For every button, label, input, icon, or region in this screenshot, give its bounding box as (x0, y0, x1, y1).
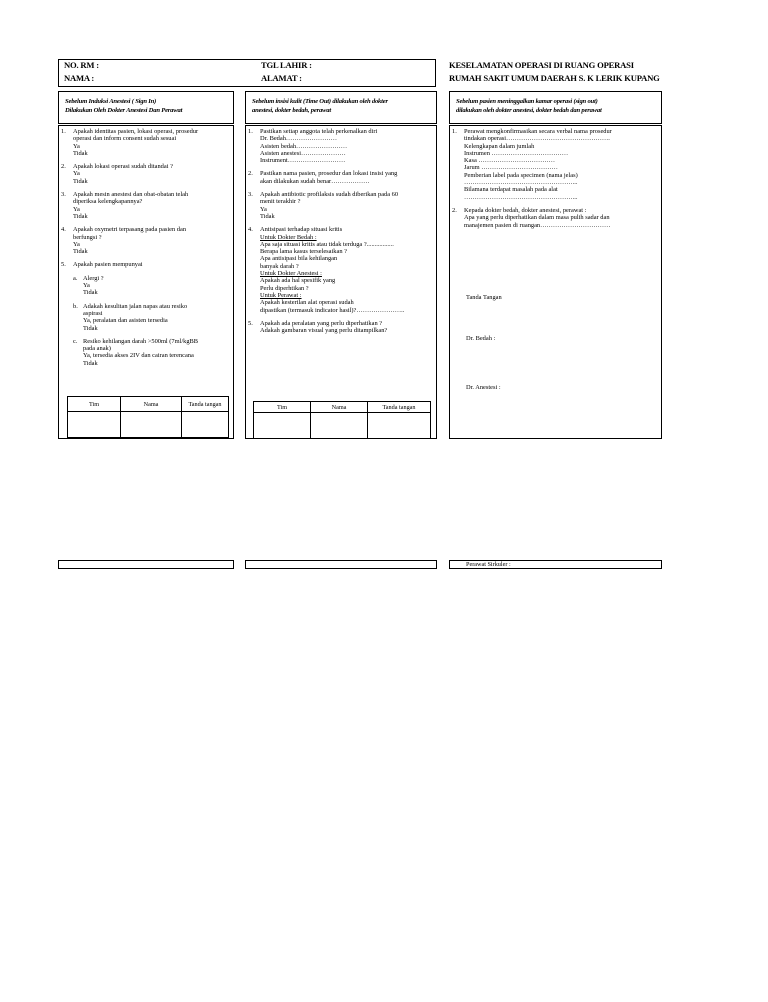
sig-tim-header: Tim (254, 402, 311, 413)
checklist-item: 1. Perawat mengkonfirmasikan secara verbal nama prosedur tindakan operasi…………………………………………. Kelengkapan dalam jumlah Instrumen ……………………………… Kasa ……………………………… Jarum ……………………………… Pemberian label pada specimen (nama jelas) ……………………………………………... Bilamana terdapat masalah pada alat ……………………………………………... (450, 128, 661, 201)
checklist-item: 3. Apakah antibiotic profilaksis sudah diberikan pada 60 menit terakhir ? Ya Tidak (246, 191, 436, 220)
checklist-line: berfungsi ? (73, 233, 102, 241)
checklist-line: Tidak (73, 177, 88, 185)
checklist-line: Apakah lokasi operasi sudah ditandai ? (73, 163, 173, 171)
checklist-item: b. Adakah kesulitan jalan napas atau resiko aspirasi Ya, peralatan dan asisten tersedia Tidak (59, 303, 233, 332)
sign-out-heading-box (449, 91, 662, 124)
checklist-line: Perlu diperhtikan ? (260, 284, 309, 292)
form-title-1: KESELAMATAN OPERASI DI RUANG OPERASI (449, 60, 634, 70)
sign-in-heading-box (58, 91, 234, 124)
checklist-line: operasi dan inform consent sudah sesuai (73, 135, 177, 143)
checklist-item: 4. Apakah oxymetri terpasang pada pasien dan berfungsi ? Ya Tidak (59, 226, 233, 255)
tgl-lahir-label: TGL LAHIR : (261, 60, 312, 70)
checklist-line: Tidak (73, 149, 88, 157)
checklist-line: Ya (73, 205, 80, 213)
tanda-tangan-label: Tanda Tangan (466, 294, 502, 301)
checklist-line: Apa yang perlu diperhatikan dalam masa pulih sadar dan (464, 214, 610, 222)
checklist-line: Tidak (73, 212, 88, 220)
checklist-line: dipastikan (termasuk indicator hasil)?………………….. (260, 306, 405, 314)
checklist-item: 3. Apakah mesin anestesi dan obat-obatan telah diperiksa kelengkapannya? Ya Tidak (59, 191, 233, 220)
checklist-line: Tidak (260, 212, 275, 220)
checklist-line: Resiko kehilangan darah >500ml (7ml/kgBB (83, 337, 199, 345)
checklist-line: Apakah kesterilan alat operasi sudah (260, 299, 354, 307)
checklist-line: Apakah mesin anestesi dan obat-obatan telah (73, 191, 189, 199)
checklist-line: Apakah ada peralatan yang perlu diperhatikan ? (260, 319, 383, 327)
checklist-line: Tidak (83, 289, 98, 297)
nama-label: NAMA : (64, 73, 95, 83)
perawat-sirkuler-box (449, 560, 662, 569)
checklist-line: Ya (73, 142, 80, 150)
sign-out-heading-2: dilakukan oleh dokter anestesi, dokter bedah dan perawat (456, 107, 602, 114)
time-out-checklist: 1. Pastikan setiap anggota telah perkenalkan diri Dr. Bedah…………………… Asisten bedah…………………… Asisten anestesi………………… Instrument……………………… 2. Pastikan nama pasien, prosedur dan lokasi insisi yang akan dilakukan sudah benar……………… 3. Apakah antibiotic profilaksis sudah diberikan pada 60 menit terakhir ? Ya Tidak 4. Antisipasi terhadap situasi kritis Untuk Dokter Bedah : Apa saja situasi kritis atau tidak terduga ?................. Berapa lama kasus terselesaikan ? Apa antisipasi bila kehilangan banyak darah ? Untuk Dokter Anestesi : Apakah ada hal spesifik yang Perlu diperhtikan ? Untuk Perawat : Apakah kesterilan alat operasi sudah dipastikan (termasuk indicator hasil)?………………….. 5. Apakah ada peralatan yang perlu diperhatikan ? Adakah gambaran visual yang perlu ditampilkan? (246, 126, 436, 334)
checklist-line: Alergi ? (83, 274, 104, 282)
sign-in-box (58, 125, 234, 439)
dr-bedah-signature[interactable]: Dr. Bedah : (466, 335, 496, 342)
checklist-line: Kepada dokter bedah, dokter anestesi, perawat : (464, 206, 587, 214)
perawat-sirkuler-signature[interactable]: Perawat Sirkuler : (466, 561, 511, 568)
patient-info-box (58, 59, 436, 87)
sign-out-checklist (450, 126, 661, 229)
sign-in-footer-box (58, 560, 234, 569)
sig-tim-header: Tim (68, 397, 121, 412)
checklist-line: akan dilakukan sudah benar……………… (260, 177, 370, 185)
checklist-line: Pastikan setiap anggota telah perkenalkan diri (260, 128, 378, 135)
checklist-line: banyak darah ? (260, 262, 299, 270)
sig-nama-cell[interactable] (121, 412, 182, 438)
checklist-line: Apa saja situasi kritis atau tidak terduga ?................. (260, 240, 394, 248)
checklist-item: 1. Pastikan setiap anggota telah perkenalkan diri Dr. Bedah…………………… Asisten bedah…………………… Asisten anestesi………………… Instrument……………………… (246, 128, 436, 164)
time-out-footer-box (245, 560, 437, 569)
checklist-line: Apa antisipasi bila kehilangan (260, 255, 338, 263)
item4-dr-anestesi: Untuk Dokter Anestesi : (260, 270, 322, 278)
checklist-line: Perawat mengkonfirmasikan secara verbal nama prosedur (464, 128, 612, 135)
sign-out-heading-1: Sebelum pasien meninggalkan kamar operasi (sign out) (456, 98, 598, 105)
time-out-heading-1: Sebelum insisi kulit (Time Out) dilakukan oleh dokter (252, 98, 388, 105)
checklist-item: 5. Apakah pasien mempunyai (59, 261, 233, 268)
checklist-item: 2. Pastikan nama pasien, prosedur dan lokasi insisi yang akan dilakukan sudah benar……………… (246, 170, 436, 185)
checklist-line: Dr. Bedah…………………… (260, 135, 338, 143)
checklist-item: 5. Apakah ada peralatan yang perlu diperhatikan ? Adakah gambaran visual yang perlu ditampilkan? (246, 320, 436, 335)
sig-tanda-header: Tanda tangan (182, 397, 229, 412)
checklist-line: Jarum ……………………………… (464, 164, 558, 172)
checklist-line: Ya (260, 205, 267, 213)
checklist-line: menit terakhir ? (260, 198, 301, 206)
checklist-line: Ya (83, 282, 90, 290)
sign-in-heading-1: Sebelum Induksi Anestesi ( Sign In) (65, 98, 157, 105)
checklist-line: Adakah gambaran visual yang perlu ditampilkan? (260, 327, 388, 335)
checklist-line: Instrument……………………… (260, 157, 346, 165)
checklist-line: tindakan operasi…………………………………………. (464, 135, 610, 143)
checklist-line: Adakah kesulitan jalan napas atau resiko (83, 302, 188, 310)
checklist-line: Apakah ada hal spesifik yang (260, 277, 336, 285)
sig-tanda-cell[interactable] (368, 413, 431, 439)
checklist-line: Ya (73, 170, 80, 178)
checklist-line: Asisten anestesi………………… (260, 149, 346, 157)
time-out-box (245, 125, 437, 439)
checklist-line: Apakah antibiotic profilaksis sudah diberikan pada 60 (260, 191, 399, 199)
item4-perawat: Untuk Perawat : (260, 291, 302, 299)
time-out-heading-box (245, 91, 437, 124)
alamat-label: ALAMAT : (261, 73, 302, 83)
sig-tanda-cell[interactable] (182, 412, 229, 438)
sign-in-checklist (59, 126, 233, 367)
checklist-line: Pemberian label pada specimen (nama jelas) (464, 171, 578, 179)
checklist-line: Asisten bedah…………………… (260, 142, 348, 150)
item4-title: Antisipasi terhadap situasi kritis (260, 226, 343, 234)
checklist-item: a. Alergi ? Ya Tidak (59, 275, 233, 297)
dr-anestesi-signature[interactable]: Dr. Anestesi : (466, 384, 501, 391)
checklist-line: diperiksa kelengkapannya? (73, 198, 143, 206)
sign-out-box (449, 125, 662, 439)
checklist-line: Instrumen ……………………………… (464, 149, 569, 157)
checklist-line: Apakah identitas pasien, lokasi operasi, prosedur (73, 128, 199, 135)
sig-nama-header: Nama (311, 402, 368, 413)
item4-dr-bedah: Untuk Dokter Bedah : (260, 233, 317, 241)
checklist-line: Ya (73, 240, 80, 248)
checklist-item: 2. Apakah lokasi operasi sudah ditandai ? Ya Tidak (59, 163, 233, 185)
checklist-line: manajemen pasien di ruangan…………………………… (464, 221, 611, 229)
checklist-line: Pastikan nama pasien, prosedur dan lokasi insisi yang (260, 170, 398, 178)
time-out-heading-2: anestesi, dokter bedah, perawat (252, 107, 331, 114)
sig-tim-cell[interactable] (254, 413, 311, 439)
checklist-line: aspirasi (83, 309, 103, 317)
time-out-signature-table (253, 401, 431, 439)
checklist-item: 1. Apakah identitas pasien, lokasi operasi, prosedur operasi dan inform consent sudah sesuai Ya Tidak (59, 128, 233, 157)
sig-nama-header: Nama (121, 397, 182, 412)
checklist-line: Ya, peralatan dan asisten tersedia (83, 317, 168, 325)
checklist-line: pada anak) (83, 345, 111, 353)
checklist-line: Tidak (73, 248, 88, 256)
checklist-line: Tidak (83, 324, 98, 332)
form-title-2: RUMAH SAKIT UMUM DAERAH S. K LERIK KUPANG (449, 73, 660, 83)
checklist-line: Ya, tersedia akses 2IV dan cairan terencana (83, 352, 194, 360)
sign-in-heading-2: Dilakukan Oleh Dokter Anestesi Dan Perawat (65, 107, 183, 114)
checklist-item: c. Resiko kehilangan darah >500ml (7ml/kgBB pada anak) Ya, tersedia akses 2IV dan cairan terencana Tidak (59, 338, 233, 367)
sig-tim-cell[interactable] (68, 412, 121, 438)
checklist-line: Berapa lama kasus terselesaikan ? (260, 248, 347, 256)
checklist-line: Tidak (83, 359, 98, 367)
checklist-line: ……………………………………………... (464, 179, 578, 187)
checklist-line: Kasa ……………………………… (464, 157, 556, 165)
checklist-line: ……………………………………………... (464, 193, 578, 201)
sig-tanda-header: Tanda tangan (368, 402, 431, 413)
checklist-line: Apakah pasien mempunyai (73, 261, 143, 269)
checklist-line: Apakah oxymetri terpasang pada pasien dan (73, 226, 187, 234)
checklist-item: 2. Kepada dokter bedah, dokter anestesi, perawat : Apa yang perlu diperhatikan dalam masa pulih sadar dan manajemen pasien di ruangan…………………………… (450, 207, 661, 229)
no-rm-label: NO. RM : (64, 60, 99, 70)
sig-nama-cell[interactable] (311, 413, 368, 439)
sign-in-signature-table (67, 396, 229, 438)
checklist-line: Bilamana terdapat masalah pada alat (464, 186, 558, 194)
checklist-line: Kelengkapan dalam jumlah (464, 142, 535, 150)
